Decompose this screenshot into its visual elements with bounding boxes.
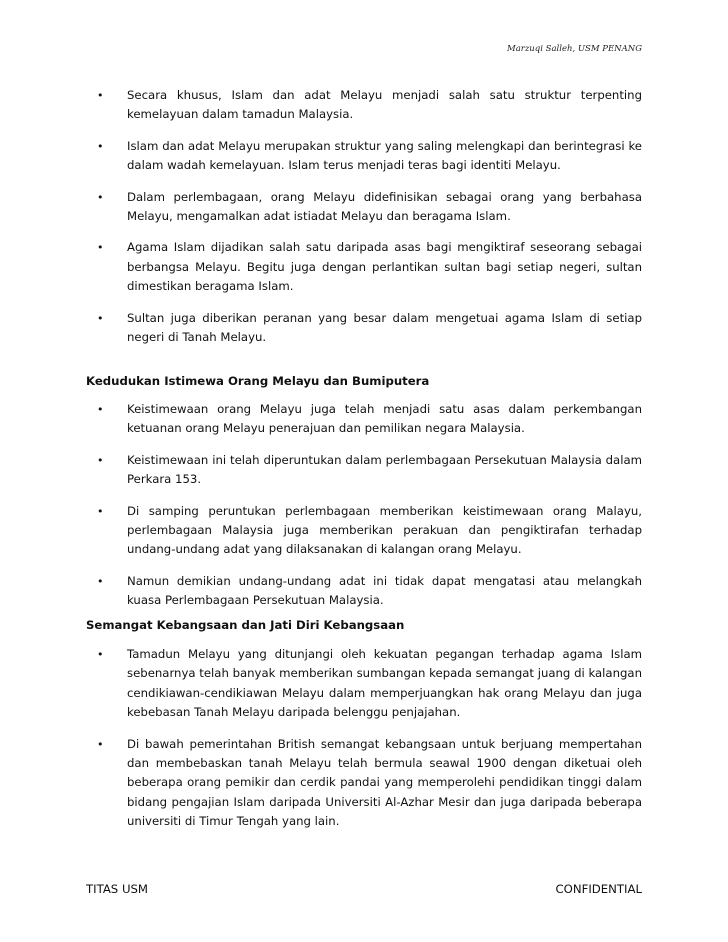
intro-bullet-list: [86, 86, 642, 347]
list-item: • Keistimewaan ini telah diperuntukan dalam perlembagaan Persekutuan Malaysia dalam Perkara 153.: [86, 451, 642, 490]
section-heading: Semangat Kebangsaan dan Jati Diri Kebangsaan: [86, 618, 405, 632]
page-footer: [86, 882, 642, 896]
list-item: • Namun demikian undang-undang adat ini tidak dapat mengatasi atau melangkah kuasa Perlembagaan Persekutuan Malaysia.: [86, 572, 642, 611]
list-item: • Di samping peruntukan perlembagaan memberikan keistimewaan orang Malayu, perlembagaan Malaysia juga memberikan perakuan dan pengiktirafan terhadap undang-undang adat yang dilaksanakan di kalangan orang Melayu.: [86, 502, 642, 560]
list-item: • Keistimewaan orang Melayu juga telah menjadi satu asas dalam perkembangan ketuanan orang Melayu penerajuan dan pemilikan negara Malaysia.: [86, 400, 642, 439]
page-header: Marzuqi Salleh, USM PENANG: [506, 44, 642, 54]
section2-bullet-list: [86, 645, 642, 844]
list-item: • Dalam perlembagaan, orang Melayu didefinisikan sebagai orang yang berbahasa Melayu, mengamalkan adat istiadat Melayu dan beragama Islam.: [86, 188, 642, 227]
section1-bullet-list: [86, 400, 642, 623]
list-item: • Di bawah pemerintahan British semangat kebangsaan untuk berjuang mempertahan dan membebaskan tanah Melayu telah bermula seawal 1900 dengan diketuai oleh beberapa orang pemikir dan cerdik pandai yang memperolehi pendidikan tinggi dalam bidang pengajian Islam daripada Universiti Al-Azhar Mesir dan juga daripada beberapa universiti di Timur Tengah yang lain.: [86, 735, 642, 832]
footer-right: CONFIDENTIAL: [555, 882, 642, 896]
document-body: [86, 86, 642, 829]
list-item: • Islam dan adat Melayu merupakan struktur yang saling melengkapi dan berintegrasi ke dalam wadah kemelayuan. Islam terus menjadi teras bagi identiti Melayu.: [86, 137, 642, 176]
list-item: • Sultan juga diberikan peranan yang besar dalam mengetuai agama Islam di setiap negeri di Tanah Melayu.: [86, 309, 642, 348]
list-item: • Agama Islam dijadikan salah satu daripada asas bagi mengiktiraf seseorang sebagai berbangsa Melayu. Begitu juga dengan perlantikan sultan bagi setiap negeri, sultan dimestikan beragama Islam.: [86, 238, 642, 296]
list-item: • Tamadun Melayu yang ditunjangi oleh kekuatan pegangan terhadap agama Islam sebenarnya telah banyak memberikan sumbangan kepada semangat juang di kalangan cendikiawan-cendikiawan Melayu dalam memperjuangkan hak orang Melayu dan juga kebebasan Tanah Melayu daripada belenggu penjajahan.: [86, 645, 642, 723]
section-heading: Kedudukan Istimewa Orang Melayu dan Bumiputera: [86, 374, 430, 388]
list-item: • Secara khusus, Islam dan adat Melayu menjadi salah satu struktur terpenting kemelayuan dalam tamadun Malaysia.: [86, 86, 642, 125]
footer-left: TITAS USM: [86, 882, 149, 896]
